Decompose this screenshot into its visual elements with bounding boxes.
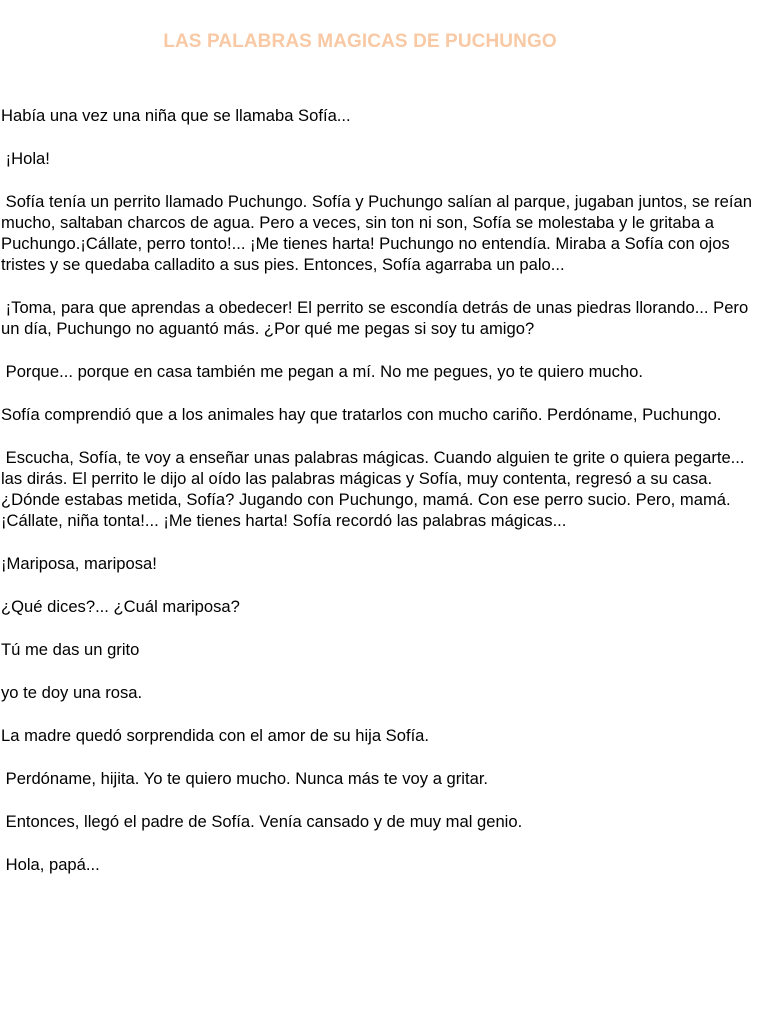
paragraph: Escucha, Sofía, te voy a enseñar unas palabras mágicas. Cuando alguien te grite o quiera pegarte... las dirás. El perrito le dijo al oído las palabras mágicas y Sofía, muy contenta, regresó a su casa. ¿Dónde estabas metida, Sofía? Jugando con Puchungo, mamá. Con ese perro sucio. Pero, mamá. ¡Cállate, niña tonta!... ¡Me tienes harta! Sofía recordó las palabras mágicas...	[1, 448, 750, 530]
paragraph: ¡Mariposa, mariposa!	[1, 554, 157, 573]
paragraph: Había una vez una niña que se llamaba Sofía...	[1, 106, 351, 125]
document-title: LAS PALABRAS MAGICAS DE PUCHUNGO	[163, 31, 557, 52]
paragraph: ¿Qué dices?... ¿Cuál mariposa?	[1, 597, 240, 616]
paragraph: yo te doy una rosa.	[1, 683, 143, 702]
paragraph: ¡Toma, para que aprendas a obedecer! El perrito se escondía detrás de unas piedras llorando... Pero un día, Puchungo no aguantó más. ¿Por qué me pegas si soy tu amigo?	[1, 298, 753, 338]
document-body	[1, 105, 767, 897]
paragraph: ¡Hola!	[1, 149, 50, 168]
paragraph: Hola, papá...	[1, 855, 100, 874]
paragraph: Perdóname, hijita. Yo te quiero mucho. Nunca más te voy a gritar.	[1, 769, 489, 788]
paragraph: Sofía tenía un perrito llamado Puchungo. Sofía y Puchungo salían al parque, jugaban juntos, se reían mucho, saltaban charcos de agua. Pero a veces, sin ton ni son, Sofía se molestaba y le gritaba a Puchungo.¡Cállate, perro tonto!... ¡Me tienes harta! Puchungo no entendía. Miraba a Sofía con ojos tristes y se quedaba calladito a sus pies. Entonces, Sofía agarraba un palo...	[1, 192, 757, 274]
paragraph: Entonces, llegó el padre de Sofía. Venía cansado y de muy mal genio.	[1, 812, 523, 831]
paragraph: La madre quedó sorprendida con el amor de su hija Sofía.	[1, 726, 430, 745]
paragraph: Sofía comprendió que a los animales hay que tratarlos con mucho cariño. Perdóname, Puchungo.	[1, 405, 722, 424]
paragraph: Porque... porque en casa también me pegan a mí. No me pegues, yo te quiero mucho.	[1, 362, 644, 381]
paragraph: Tú me das un grito	[1, 640, 140, 659]
